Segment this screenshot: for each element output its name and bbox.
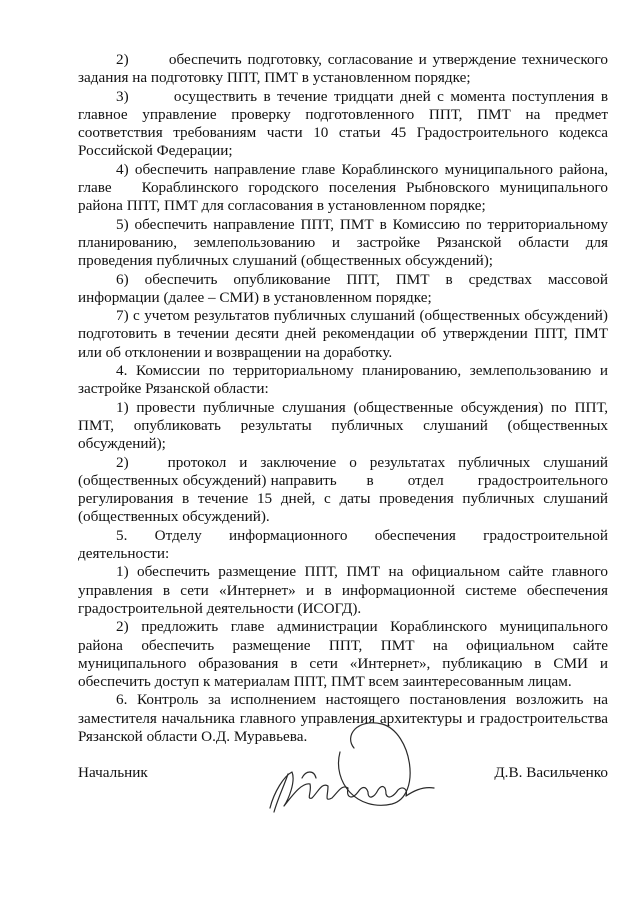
- section-4-item-1: 1) провести публичные слушания (общественные обсуждения) по ППТ, ПМТ, опубликовать результаты публичных слушаний (общественных обсуждений);: [78, 398, 608, 453]
- paragraph-item-7: 7) с учетом результатов публичных слушаний (общественных обсуждений) подготовить в течении десяти дней рекомендации об утверждении ППТ, ПМТ или об отклонении и возвращении на доработку.: [78, 307, 608, 361]
- section-5-item-2: 2) предложить главе администрации Кораблинского муниципального района обеспечить размещение ППТ, ПМТ на официальном сайте муниципального образования в сети «Интернет», публикацию в СМИ и обеспечить доступ к материалам ППТ, ПМТ всем заинтересованным лицам.: [78, 618, 608, 691]
- section-5-item-1: 1) обеспечить размещение ППТ, ПМТ на официальном сайте главного управления в сети «Интернет» и в информационной системе обеспечения градостроительной деятельности (ИСОГД).: [78, 563, 608, 617]
- paragraph-item-4: 4) обеспечить направление главе Кораблинского муниципального района, главе Кораблинского городского поселения Рыбновского муниципального района ППТ, ПМТ для согласования в установленном порядке;: [78, 160, 608, 215]
- section-4-heading: 4. Комиссии по территориальному планированию, землепользованию и застройке Рязанской области:: [78, 362, 608, 398]
- handwritten-signature: [262, 712, 452, 822]
- signatory-name: Д.В. Васильченко: [494, 764, 608, 781]
- paragraph-item-2: 2) обеспечить подготовку, согласование и утверждение технического задания на подготовку ППТ, ПМТ в установленном порядке;: [78, 51, 608, 87]
- section-4-item-2: 2) протокол и заключение о результатах публичных слушаний (общественных обсуждений) направить в отдел градостроительного регулирования в течение 15 дней, с даты проведения публичных слушаний (общественных обсуждений).: [78, 453, 608, 526]
- paragraph-item-5: 5) обеспечить направление ППТ, ПМТ в Комиссию по территориальному планированию, землепользованию и застройке Рязанской области для проведения публичных слушаний (общественных обсуждений);: [78, 215, 608, 270]
- paragraph-item-3: 3) осуществить в течение тридцати дней с момента поступления в главное управление проверку подготовленного ППТ, ПМТ на предмет соответствия требованиям части 10 статьи 45 Градостроительного кодекса Российской Федерации;: [78, 87, 608, 160]
- document-body: [78, 51, 608, 746]
- section-6-paragraph: 6. Контроль за исполнением настоящего постановления возложить на заместителя начальника главного управления архитектуры и градостроительства Рязанской области О.Д. Муравьева.: [78, 691, 608, 745]
- paragraph-item-6: 6) обеспечить опубликование ППТ, ПМТ в средствах массовой информации (далее – СМИ) в установленном порядке;: [78, 270, 608, 306]
- section-5-heading: 5. Отделу информационного обеспечения градостроительной деятельности:: [78, 526, 608, 563]
- signatory-title: Начальник: [78, 764, 148, 781]
